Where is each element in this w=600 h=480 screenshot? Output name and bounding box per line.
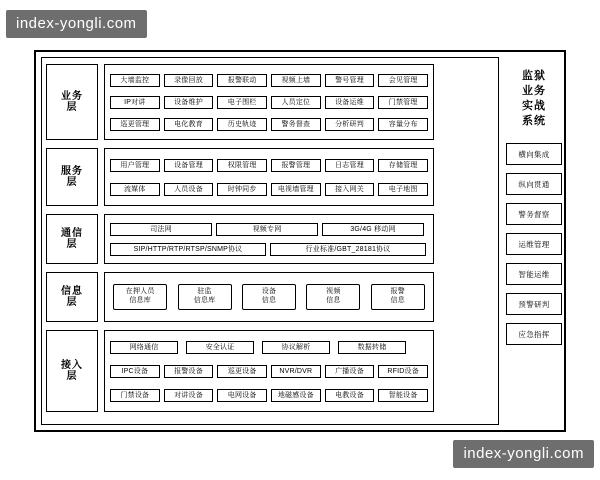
system-title-line3: 实战 [522, 100, 546, 112]
cell-business-2-4[interactable]: 人员定位 [271, 96, 321, 109]
layer-access-row-1 [110, 365, 428, 378]
cell-access-protocol-parse[interactable]: 协议解析 [262, 341, 330, 354]
cell-service-1-6[interactable]: 存储管理 [378, 159, 428, 172]
cell-network-mobile[interactable]: 3G/4G 移动网 [322, 223, 424, 236]
side-item-smart-operation[interactable]: 智能运维 [506, 263, 562, 285]
cell-service-2-2[interactable]: 人员设备 [164, 183, 214, 196]
cell-access-1-3[interactable]: 巡更设备 [217, 365, 267, 378]
watermark-bottom: index-yongli.com [453, 440, 594, 468]
layer-access-title [46, 330, 98, 412]
card-inmate-info-db[interactable] [113, 284, 167, 310]
side-item-horizontal-integration[interactable]: 横向集成 [506, 143, 562, 165]
cell-access-2-1[interactable]: 门禁设备 [110, 389, 160, 402]
layer-information-title-line2: 层 [66, 297, 78, 308]
cell-business-1-4[interactable]: 视频上墙 [271, 74, 321, 87]
cell-service-2-5[interactable]: 接入网关 [325, 183, 375, 196]
layer-business-title [46, 64, 98, 140]
layer-access [46, 330, 434, 412]
layer-access-row-functions [110, 341, 428, 354]
watermark-top: index-yongli.com [6, 10, 147, 38]
cell-access-1-4[interactable]: NVR/DVR [271, 365, 321, 378]
cell-service-1-4[interactable]: 报警管理 [271, 159, 321, 172]
cell-access-data-storage[interactable]: 数据转储 [338, 341, 406, 354]
card-staff-info-db-line2: 信息库 [193, 297, 216, 304]
system-title-line2: 业务 [522, 85, 546, 98]
architecture-diagram [34, 50, 566, 432]
card-inmate-info-db-line2: 信息库 [129, 297, 151, 304]
layer-information-title-line1: 信息 [61, 285, 83, 297]
layer-communication-row-2 [110, 243, 428, 256]
cell-business-3-5[interactable]: 分析研判 [325, 118, 375, 131]
cell-business-1-3[interactable]: 报警联动 [217, 74, 267, 87]
layer-business-row-2 [110, 96, 428, 109]
card-device-info-line2: 信息 [261, 297, 277, 304]
layer-access-body [104, 330, 434, 412]
card-staff-info-db[interactable] [178, 284, 232, 310]
system-title-line4: 系统 [522, 114, 546, 127]
card-video-info-line1: 视频 [326, 288, 341, 296]
layer-communication [46, 214, 434, 264]
layer-business-title-line1: 业务 [61, 90, 83, 102]
cell-service-2-4[interactable]: 电视墙管理 [271, 183, 321, 196]
system-title-line1: 监狱 [522, 70, 546, 83]
layer-access-row-2 [110, 389, 428, 402]
cell-access-2-4[interactable]: 地磁感设备 [271, 389, 321, 402]
cell-access-network-comm[interactable]: 网络通信 [110, 341, 178, 354]
layer-business-body [104, 64, 434, 140]
cell-business-2-5[interactable]: 设备运维 [325, 96, 375, 109]
side-item-vertical-connection[interactable]: 纵向贯通 [506, 173, 562, 195]
cell-protocol-sip[interactable]: SIP/HTTP/RTP/RTSP/SNMP协议 [110, 243, 266, 256]
cell-protocol-gbt28181[interactable]: 行业标准/GBT_28181协议 [270, 243, 426, 256]
cell-service-1-1[interactable]: 用户管理 [110, 159, 160, 172]
cell-service-2-6[interactable]: 电子地图 [378, 183, 428, 196]
layer-service-title-line1: 服务 [61, 165, 83, 177]
card-inmate-info-db-line1: 在押人员 [125, 288, 155, 296]
cell-access-1-1[interactable]: IPC设备 [110, 365, 160, 378]
cell-access-2-2[interactable]: 对讲设备 [164, 389, 214, 402]
layer-service [46, 148, 434, 206]
cell-business-3-3[interactable]: 历史轨迹 [217, 118, 267, 131]
cell-access-2-5[interactable]: 电教设备 [325, 389, 375, 402]
layer-service-title-line2: 层 [66, 177, 78, 188]
cell-access-1-6[interactable]: RFID设备 [378, 365, 428, 378]
cell-service-2-1[interactable]: 流媒体 [110, 183, 160, 196]
cell-access-1-5[interactable]: 广播设备 [325, 365, 375, 378]
layer-service-row-2 [110, 183, 428, 196]
card-alarm-info-line2: 信息 [390, 297, 405, 304]
card-video-info[interactable] [306, 284, 360, 310]
cell-business-3-2[interactable]: 电化教育 [164, 118, 214, 131]
cell-access-security-auth[interactable]: 安全认证 [186, 341, 254, 354]
cell-business-2-3[interactable]: 电子围栏 [217, 96, 267, 109]
layer-service-title [46, 148, 98, 206]
layer-communication-body [104, 214, 434, 264]
side-item-emergency-command[interactable]: 应急指挥 [506, 323, 562, 345]
layer-information-title [46, 272, 98, 322]
cell-service-2-3[interactable]: 时钟同步 [217, 183, 267, 196]
card-video-info-line2: 信息 [326, 297, 341, 304]
card-staff-info-db-line1: 驻监 [197, 288, 212, 296]
layer-communication-row-1 [110, 223, 428, 236]
cell-business-2-6[interactable]: 门禁管理 [378, 96, 428, 109]
layer-communication-title-line2: 层 [66, 239, 78, 250]
layer-service-body [104, 148, 434, 206]
system-right-column [506, 57, 562, 425]
layer-access-title-line1: 接入 [61, 359, 83, 371]
layer-communication-title-line1: 通信 [61, 227, 83, 239]
side-item-operation-management[interactable]: 运维管理 [506, 233, 562, 255]
cell-business-3-6[interactable]: 容量分布 [378, 118, 428, 131]
layer-service-row-1 [110, 159, 428, 172]
side-item-early-warning[interactable]: 预警研判 [506, 293, 562, 315]
card-device-info[interactable] [242, 284, 296, 310]
cell-business-1-6[interactable]: 会见管理 [378, 74, 428, 87]
cell-network-judicial[interactable]: 司法网 [110, 223, 212, 236]
layer-business-row-1 [110, 74, 428, 87]
cell-access-2-6[interactable]: 智能设备 [378, 389, 428, 402]
cell-service-1-5[interactable]: 日志管理 [325, 159, 375, 172]
cell-network-video[interactable]: 视频专网 [216, 223, 318, 236]
cell-business-3-1[interactable]: 巡更管理 [110, 118, 160, 131]
layer-communication-title [46, 214, 98, 264]
card-alarm-info-line1: 报警 [390, 288, 405, 296]
cell-service-1-3[interactable]: 权限管理 [217, 159, 267, 172]
cell-business-2-2[interactable]: 设备维护 [164, 96, 214, 109]
cell-access-1-2[interactable]: 报警设备 [164, 365, 214, 378]
layer-information [46, 272, 434, 322]
cell-business-1-2[interactable]: 录像回放 [164, 74, 214, 87]
layer-business [46, 64, 434, 140]
card-alarm-info[interactable] [371, 284, 425, 310]
side-item-police-supervision[interactable]: 警务督察 [506, 203, 562, 225]
cell-service-1-2[interactable]: 设备管理 [164, 159, 214, 172]
layer-business-title-line2: 层 [66, 102, 78, 113]
cell-business-2-1[interactable]: IP对讲 [110, 96, 160, 109]
cell-business-1-5[interactable]: 警号管理 [325, 74, 375, 87]
system-title [506, 57, 562, 135]
card-device-info-line1: 设备 [261, 288, 277, 296]
cell-business-3-4[interactable]: 警务督查 [271, 118, 321, 131]
layer-access-title-line2: 层 [66, 371, 78, 382]
cell-business-1-1[interactable]: 大墙监控 [110, 74, 160, 87]
layer-information-body [104, 272, 434, 322]
layer-business-row-3 [110, 118, 428, 131]
cell-access-2-3[interactable]: 电网设备 [217, 389, 267, 402]
